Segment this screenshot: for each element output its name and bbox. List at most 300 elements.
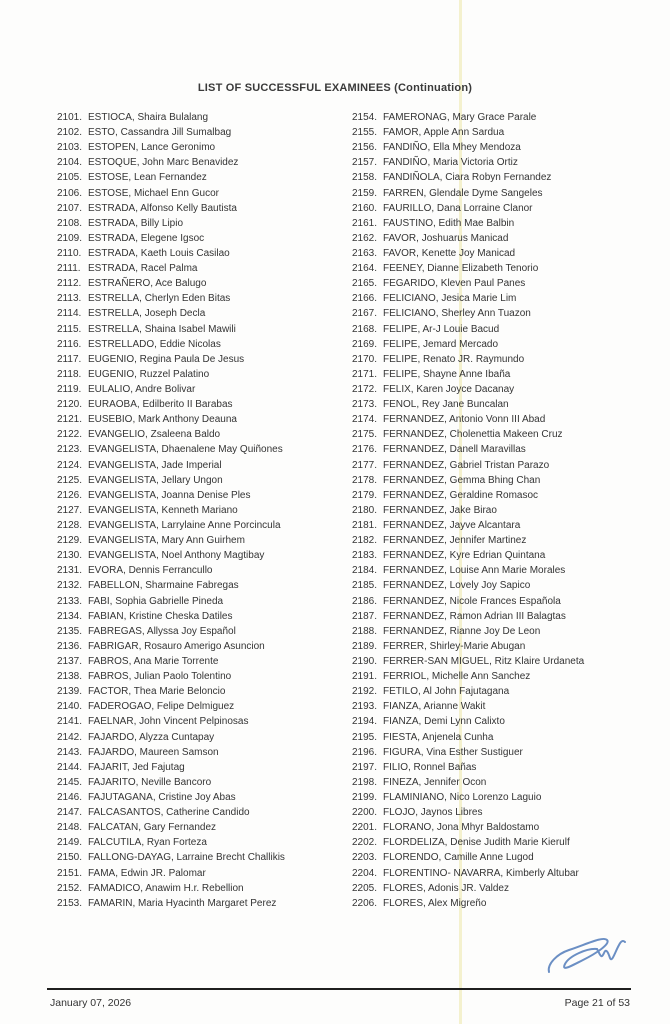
examinee-name: FAJUTAGANA, Cristine Joy Abas [88, 791, 236, 803]
examinee-name: FABROS, Julian Paolo Tolentino [88, 671, 232, 683]
examinee-name: FABELLON, Sharmaine Fabregas [88, 580, 239, 592]
examinee-name: FALLONG-DAYAG, Larraine Brecht Challikis [88, 852, 285, 864]
examinee-row [352, 306, 652, 321]
examinee-row [352, 140, 652, 155]
examinee-name: ESTRELLA, Joseph Decla [88, 308, 206, 320]
examinee-number: 2141. [57, 716, 83, 728]
examinee-name: FLORES, Alex Migreño [383, 897, 487, 909]
examinee-number: 2138. [57, 671, 83, 683]
examinee-name: FADEROGAO, Felipe Delmiguez [88, 701, 235, 713]
footer-page-number: Page 21 of 53 [564, 997, 630, 1009]
examinee-name: FILIO, Ronnel Bañas [383, 761, 477, 773]
examinee-name: FLORENTINO- NAVARRA, Kimberly Altubar [383, 867, 579, 879]
examinee-number: 2194. [352, 716, 378, 728]
examinee-number: 2159. [352, 187, 378, 199]
examinee-number: 2144. [57, 761, 83, 773]
examinee-name: FIGURA, Vina Esther Sustiguer [383, 746, 523, 758]
examinee-row [57, 306, 357, 321]
examinee-row [57, 835, 357, 850]
examinee-number: 2133. [57, 595, 83, 607]
examinee-name: ESTRADA, Racel Palma [88, 263, 198, 275]
examinee-row [57, 291, 357, 306]
examinee-row [352, 503, 652, 518]
examinee-number: 2165. [352, 278, 378, 290]
examinee-row [57, 427, 357, 442]
examinee-row [57, 881, 357, 896]
examinee-row [57, 110, 357, 125]
examinee-name: FAUSTINO, Edith Mae Balbin [383, 217, 515, 229]
examinee-name: FAJARIT, Jed Fajutag [88, 761, 185, 773]
examinee-number: 2110. [57, 248, 82, 260]
examinee-number: 2105. [57, 172, 83, 184]
examinee-number: 2117. [57, 353, 82, 365]
examinee-list-left-column [57, 110, 357, 911]
examinee-row [57, 367, 357, 382]
examinee-row [57, 805, 357, 820]
examinee-name: EVANGELISTA, Noel Anthony Magtibay [88, 550, 265, 562]
examinee-row [57, 578, 357, 593]
examinee-row [57, 820, 357, 835]
examinee-name: EVANGELISTA, Mary Ann Guirhem [88, 535, 245, 547]
examinee-row [57, 609, 357, 624]
examinee-name: FANDIÑOLA, Ciara Robyn Fernandez [383, 172, 552, 184]
examinee-row [57, 125, 357, 140]
examinee-number: 2119. [57, 384, 82, 396]
examinee-number: 2120. [57, 399, 83, 411]
examinee-row [57, 397, 357, 412]
examinee-name: FERNANDEZ, Geraldine Romasoc [383, 489, 539, 501]
examinee-number: 2193. [352, 701, 378, 713]
examinee-name: EVANGELISTA, Dhaenalene May Quiñones [88, 444, 283, 456]
examinee-row [57, 216, 357, 231]
examinee-number: 2200. [352, 807, 378, 819]
examinee-name: ESTRADA, Billy Lipio [88, 217, 184, 229]
examinee-row [352, 699, 652, 714]
examinee-name: FAURILLO, Dana Lorraine Clanor [383, 202, 533, 214]
examinee-row [352, 397, 652, 412]
examinee-row [352, 518, 652, 533]
examinee-row [57, 276, 357, 291]
examinee-name: FAELNAR, John Vincent Pelpinosas [88, 716, 249, 728]
examinee-number: 2179. [352, 489, 378, 501]
examinee-number: 2184. [352, 565, 378, 577]
examinee-number: 2189. [352, 640, 378, 652]
examinee-number: 2182. [352, 535, 378, 547]
examinee-row [352, 609, 652, 624]
examinee-row [352, 473, 652, 488]
examinee-name: FERNANDEZ, Jake Birao [383, 504, 497, 516]
examinee-number: 2129. [57, 535, 83, 547]
examinee-number: 2198. [352, 776, 378, 788]
examinee-number: 2188. [352, 625, 378, 637]
examinee-name: FABREGAS, Allyssa Joy Español [88, 625, 236, 637]
examinee-name: FELIPE, Shayne Anne Ibaña [383, 368, 511, 380]
examinee-name: EVANGELIO, Zsaleena Baldo [88, 429, 221, 441]
examinee-name: FAMA, Edwin JR. Palomar [88, 867, 206, 879]
examinee-row [352, 427, 652, 442]
examinee-number: 2186. [352, 595, 378, 607]
examinee-name: ESTOQUE, John Marc Benavidez [88, 157, 239, 169]
examinee-name: EVANGELISTA, Larrylaine Anne Porcincula [88, 520, 281, 531]
examinee-number: 2142. [57, 731, 83, 743]
examinee-number: 2155. [352, 127, 378, 139]
examinee-number: 2176. [352, 444, 378, 456]
examinee-row [352, 231, 652, 246]
examinee-number: 2113. [57, 293, 82, 305]
examinee-number: 2124. [57, 459, 83, 471]
examinee-row [352, 201, 652, 216]
examinee-number: 2161. [352, 217, 378, 229]
examinee-row [352, 654, 652, 669]
examinee-name: FINEZA, Jennifer Ocon [383, 776, 487, 788]
examinee-number: 2152. [57, 882, 83, 894]
examinee-number: 2169. [352, 338, 378, 350]
examinee-row [352, 790, 652, 805]
examinee-name: FERRIOL, Michelle Ann Sanchez [383, 671, 531, 683]
examinee-number: 2140. [57, 701, 83, 713]
examinee-row [57, 473, 357, 488]
examinee-row [57, 548, 357, 563]
examinee-row [57, 669, 357, 684]
examinee-row [57, 352, 357, 367]
examinee-row [352, 835, 652, 850]
examinee-number: 2103. [57, 142, 83, 154]
examinee-name: FAJARDO, Alyzza Cuntapay [88, 731, 215, 743]
examinee-row [352, 684, 652, 699]
examinee-row [352, 865, 652, 880]
examinee-name: FAJARITO, Neville Bancoro [88, 776, 212, 788]
examinee-row [352, 186, 652, 201]
examinee-row [352, 896, 652, 911]
examinee-row [352, 760, 652, 775]
examinee-number: 2177. [352, 459, 378, 471]
examinee-number: 2156. [352, 142, 378, 154]
examinee-number: 2122. [57, 429, 83, 441]
examinee-row [57, 790, 357, 805]
examinee-row [352, 850, 652, 865]
examinee-number: 2196. [352, 746, 378, 758]
examinee-row [57, 201, 357, 216]
examinee-name: FELIX, Karen Joyce Dacanay [383, 384, 515, 396]
examinee-number: 2183. [352, 550, 378, 562]
examinee-row [57, 729, 357, 744]
examinee-number: 2115. [57, 323, 82, 335]
examinee-name: FERNANDEZ, Nicole Frances Española [383, 595, 561, 607]
examinee-row [57, 760, 357, 775]
examinee-name: EUSEBIO, Mark Anthony Deauna [88, 414, 237, 426]
examinee-number: 2111. [57, 263, 81, 275]
examinee-name: FERNANDEZ, Rianne Joy De Leon [383, 625, 541, 637]
examinee-row [57, 186, 357, 201]
examinee-number: 2154. [352, 112, 378, 124]
examinee-number: 2190. [352, 655, 378, 667]
examinee-name: FABROS, Ana Marie Torrente [88, 655, 219, 667]
examinee-number: 2107. [57, 202, 83, 214]
signature-scribble [543, 928, 635, 986]
examinee-row [57, 624, 357, 639]
examinee-number: 2126. [57, 489, 83, 501]
examinee-number: 2170. [352, 353, 378, 365]
examinee-row [57, 518, 357, 533]
examinee-number: 2137. [57, 655, 83, 667]
examinee-row [352, 276, 652, 291]
examinee-row [352, 322, 652, 337]
examinee-row [57, 503, 357, 518]
examinee-name: ESTRAÑERO, Ace Balugo [88, 278, 207, 290]
examinee-row [57, 533, 357, 548]
examinee-number: 2181. [352, 520, 378, 531]
examinee-name: FELICIANO, Jesica Marie Lim [383, 293, 517, 305]
examinee-row [352, 669, 652, 684]
examinee-row [352, 170, 652, 185]
examinee-name: FEENEY, Dianne Elizabeth Tenorio [383, 263, 539, 275]
examinee-row [57, 442, 357, 457]
examinee-number: 2178. [352, 474, 378, 486]
examinee-row [57, 337, 357, 352]
examinee-number: 2104. [57, 157, 83, 169]
examinee-number: 2116. [57, 338, 82, 350]
examinee-name: FERNANDEZ, Jennifer Martinez [383, 535, 527, 547]
examinee-number: 2206. [352, 897, 378, 909]
examinee-number: 2101. [57, 112, 83, 124]
examinee-number: 2132. [57, 580, 83, 592]
examinee-name: ESTIOCA, Shaira Bulalang [88, 112, 209, 124]
examinee-name: FEGARIDO, Kleven Paul Panes [383, 278, 526, 290]
examinee-number: 2172. [352, 384, 378, 396]
examinee-number: 2205. [352, 882, 378, 894]
examinee-number: 2187. [352, 610, 378, 622]
examinee-name: FERNANDEZ, Cholenettia Makeen Cruz [383, 429, 563, 441]
examinee-name: ESTRADA, Alfonso Kelly Bautista [88, 202, 237, 214]
examinee-number: 2109. [57, 232, 83, 244]
examinee-name: FERNANDEZ, Gemma Bhing Chan [383, 474, 541, 486]
examinee-number: 2158. [352, 172, 378, 184]
examinee-row [352, 291, 652, 306]
footer-date: January 07, 2026 [50, 997, 132, 1009]
examinee-row [352, 216, 652, 231]
examinee-name: FAMARIN, Maria Hyacinth Margaret Perez [88, 897, 277, 909]
examinee-row [57, 412, 357, 427]
examinee-name: ESTRELLA, Cherlyn Eden Bitas [88, 293, 231, 305]
examinee-row [352, 246, 652, 261]
examinee-name: EVANGELISTA, Kenneth Mariano [88, 504, 238, 516]
examinee-row [57, 170, 357, 185]
examinee-number: 2167. [352, 308, 378, 320]
examinee-number: 2123. [57, 444, 83, 456]
examinee-name: FABI, Sophia Gabrielle Pineda [88, 595, 224, 607]
examinee-name: EVANGELISTA, Jade Imperial [88, 459, 222, 471]
examinee-number: 2114. [57, 308, 82, 320]
examinee-row [352, 367, 652, 382]
examinee-name: FALCUTILA, Ryan Forteza [88, 837, 207, 849]
examinee-number: 2131. [57, 565, 83, 577]
examinee-number: 2185. [352, 580, 378, 592]
examinee-name: ESTO, Cassandra Jill Sumalbag [88, 127, 232, 139]
examinee-row [352, 578, 652, 593]
examinee-name: EUGENIO, Ruzzel Palatino [88, 368, 210, 380]
examinee-name: ESTRELLADO, Eddie Nicolas [88, 338, 221, 350]
examinee-number: 2202. [352, 837, 378, 849]
examinee-number: 2146. [57, 791, 83, 803]
examinee-number: 2112. [57, 278, 82, 290]
examinee-name: FLORES, Adonis JR. Valdez [383, 882, 509, 894]
examinee-number: 2166. [352, 293, 378, 305]
examinee-number: 2139. [57, 686, 83, 698]
examinee-number: 2168. [352, 323, 378, 335]
examinee-number: 2136. [57, 640, 83, 652]
examinee-name: FANDIÑO, Maria Victoria Ortiz [383, 157, 518, 169]
examinee-name: ESTRELLA, Shaina Isabel Mawili [88, 323, 236, 335]
examinee-name: EULALIO, Andre Bolivar [88, 384, 196, 396]
examinee-row [57, 865, 357, 880]
examinee-number: 2134. [57, 610, 83, 622]
examinee-row [352, 261, 652, 276]
examinee-row [57, 699, 357, 714]
examinee-name: FIANZA, Demi Lynn Calixto [383, 716, 505, 728]
examinee-name: FACTOR, Thea Marie Beloncio [88, 686, 226, 698]
examinee-name: ESTOPEN, Lance Geronimo [88, 142, 216, 154]
examinee-number: 2160. [352, 202, 378, 214]
examinee-row [352, 820, 652, 835]
examinee-name: FENOL, Rey Jane Buncalan [383, 399, 509, 411]
examinee-name: FLORENDO, Camille Anne Lugod [383, 852, 534, 864]
examinee-name: FARREN, Glendale Dyme Sangeles [383, 187, 543, 199]
examinee-number: 2192. [352, 686, 378, 698]
examinee-name: FERNANDEZ, Antonio Vonn III Abad [383, 414, 546, 426]
examinee-number: 2106. [57, 187, 83, 199]
examinee-name: FAVOR, Kenette Joy Manicad [383, 248, 516, 260]
examinee-number: 2127. [57, 504, 83, 516]
examinee-number: 2121. [57, 414, 83, 426]
examinee-row [352, 488, 652, 503]
examinee-row [57, 246, 357, 261]
examinee-name: FELIPE, Ar-J Louie Bacud [383, 323, 500, 335]
examinee-number: 2164. [352, 263, 378, 275]
examinee-row [57, 896, 357, 911]
examinee-number: 2203. [352, 852, 378, 864]
footer-divider [47, 988, 631, 990]
examinee-name: ESTOSE, Michael Enn Gucor [88, 187, 219, 199]
examinee-name: FERNANDEZ, Gabriel Tristan Parazo [383, 459, 550, 471]
examinee-number: 2204. [352, 867, 378, 879]
examinee-row [352, 714, 652, 729]
examinee-row [352, 458, 652, 473]
examinee-number: 2102. [57, 127, 83, 139]
examinee-number: 2130. [57, 550, 83, 562]
examinee-number: 2143. [57, 746, 83, 758]
examinee-name: FAMADICO, Anawim H.r. Rebellion [88, 882, 244, 894]
examinee-name: FIESTA, Anjenela Cunha [383, 731, 494, 743]
examinee-number: 2157. [352, 157, 378, 169]
examinee-number: 2191. [352, 671, 378, 683]
page-title: LIST OF SUCCESSFUL EXAMINEES (Continuation) [197, 82, 473, 94]
examinee-name: FLORDELIZA, Denise Judith Marie Kierulf [383, 837, 570, 849]
examinee-number: 2197. [352, 761, 378, 773]
examinee-name: FLORANO, Jona Mhyr Baldostamo [383, 822, 540, 834]
examinee-name: FLOJO, Jaynos Libres [383, 807, 483, 819]
examinee-number: 2150. [57, 852, 83, 864]
examinee-row [352, 548, 652, 563]
examinee-number: 2162. [352, 232, 378, 244]
examinee-row [57, 231, 357, 246]
examinee-row [57, 745, 357, 760]
examinee-row [352, 881, 652, 896]
examinee-number: 2201. [352, 822, 378, 834]
examinee-row [57, 563, 357, 578]
examinee-row [352, 745, 652, 760]
examinee-number: 2149. [57, 837, 83, 849]
examinee-row [352, 382, 652, 397]
examinee-row [352, 624, 652, 639]
examinee-row [352, 563, 652, 578]
examinee-number: 2135. [57, 625, 83, 637]
examinee-row [352, 412, 652, 427]
examinee-row [352, 594, 652, 609]
examinee-name: ESTRADA, Kaeth Louis Casilao [88, 248, 230, 260]
examinee-row [352, 442, 652, 457]
examinee-row [57, 639, 357, 654]
examinee-name: FERNANDEZ, Ramon Adrian III Balagtas [383, 610, 566, 622]
examinee-name: FAJARDO, Maureen Samson [88, 746, 219, 758]
examinee-name: FETILO, Al John Fajutagana [383, 686, 510, 698]
examinee-row [352, 352, 652, 367]
examinee-name: EVANGELISTA, Jellary Ungon [88, 474, 223, 486]
examinee-number: 2153. [57, 897, 83, 909]
examinee-name: ESTOSE, Lean Fernandez [88, 172, 207, 184]
examinee-name: EVANGELISTA, Joanna Denise Ples [88, 489, 251, 501]
examinee-row [352, 125, 652, 140]
examinee-name: FELIPE, Renato JR. Raymundo [383, 353, 525, 365]
examinee-name: EVORA, Dennis Ferrancullo [88, 565, 213, 577]
examinee-number: 2108. [57, 217, 83, 229]
examinee-number: 2171. [352, 368, 378, 380]
examinee-name: FERNANDEZ, Lovely Joy Sapico [383, 580, 531, 592]
examinee-row [57, 488, 357, 503]
examinee-name: FELICIANO, Sherley Ann Tuazon [383, 308, 531, 320]
examinee-number: 2151. [57, 867, 83, 879]
examinee-row [352, 155, 652, 170]
examinee-row [352, 110, 652, 125]
examinee-row [57, 684, 357, 699]
examinee-name: FERNANDEZ, Jayve Alcantara [383, 520, 521, 531]
examinee-row [57, 850, 357, 865]
examinee-number: 2125. [57, 474, 83, 486]
examinee-row [352, 805, 652, 820]
examinee-number: 2199. [352, 791, 378, 803]
examinee-row [57, 775, 357, 790]
examinee-row [57, 140, 357, 155]
examinee-number: 2195. [352, 731, 378, 743]
examinee-row [352, 639, 652, 654]
examinee-name: FABRIGAR, Rosauro Amerigo Asuncion [88, 640, 265, 652]
examinee-name: FABIAN, Kristine Cheska Datiles [88, 610, 233, 622]
examinee-name: FERRER-SAN MIGUEL, Ritz Klaire Urdaneta [383, 655, 585, 667]
examinee-number: 2148. [57, 822, 83, 834]
examinee-number: 2173. [352, 399, 378, 411]
examinee-name: FAMERONAG, Mary Grace Parale [383, 112, 537, 124]
examinee-name: FERNANDEZ, Kyre Edrian Quintana [383, 550, 546, 562]
examinee-name: FALCATAN, Gary Fernandez [88, 822, 217, 834]
examinee-row [352, 533, 652, 548]
examinee-name: ESTRADA, Elegene Igsoc [88, 232, 205, 244]
examinee-name: FLAMINIANO, Nico Lorenzo Laguio [383, 791, 542, 803]
examinee-number: 2174. [352, 414, 378, 426]
examinee-name: FAMOR, Apple Ann Sardua [383, 127, 505, 139]
examinee-name: FAVOR, Joshuarus Manicad [383, 232, 509, 244]
examinee-name: FERNANDEZ, Louise Ann Marie Morales [383, 565, 566, 577]
examinee-row [352, 775, 652, 790]
examinee-row [57, 155, 357, 170]
